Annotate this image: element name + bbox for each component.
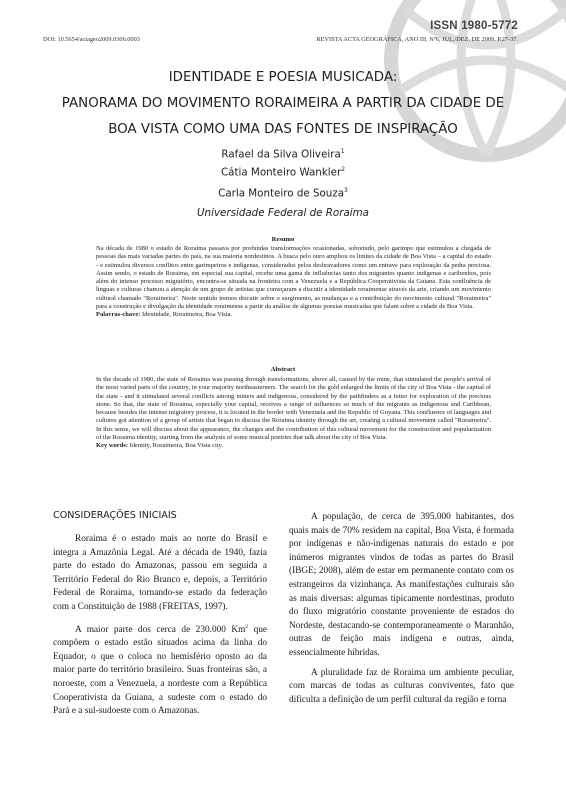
right-column	[289, 511, 514, 707]
keywords-label: Palavras-chave:	[96, 311, 141, 319]
superscript: 2	[245, 623, 249, 630]
author-footnote-mark: 2	[341, 166, 346, 173]
paragraph-text: A maior parte dos cerca de 230.000 Km	[75, 624, 246, 635]
author-name: Cátia Monteiro Wankler	[220, 166, 342, 179]
section-heading: CONSIDERAÇÕES INICIAIS	[53, 510, 177, 521]
author-footnote-mark: 3	[344, 187, 348, 194]
title-line-1: IDENTIDADE E POESIA MUSICADA:	[168, 70, 398, 85]
keywords-value: Identity, Roraimeira, Boa Vista city.	[127, 442, 224, 450]
paragraph: A população, de cerca de 395.000 habitantes, dos quais mais de 70% residem na capital, Boa Vista, é formada por indígenas e não-indígenas naturais do estado e por inúmeros migrantes vindos de todas as partes do Brasil (IBGE; 2008), além de estar em permanente contato com os estrangeiros da vizinhança. As manifestações culturais são as mais diversas: algumas tipicamente nordestinas, produto do fluxo migratório constante proveniente de estados do Nordeste, destacando-se contemporaneamente o Maranhão, outras de feição mais indígena e outras, ainda, essencialmente híbridas.	[289, 512, 514, 658]
abstract-block	[96, 376, 491, 451]
author-name: Carla Monteiro de Souza	[218, 187, 345, 200]
journal-citation: REVISTA ACTA GEOGRÁFICA, ANO III, Nº6, JUL./DEZ. DE 2009. P.27-37.	[316, 36, 518, 43]
abstract-body: In the decade of 1980, the state of Roraima was passing through transformations, above all, caused by the mine, that stimulated the people's arrival of the most varied parts of the country, in your majority northeasterners. The search for the gold enlarged the limits of the city of Boa Vista - the capital of the state - and it stimulated several conflicts among miners and indigenous, considered by the pathfinders as a fetter for exploration of the precious stone. So that, the state of Roraima, especially your capital, receives a range of influences so much of the migrants as indigenous and Caribbean, because besides the intense migratory process, it is located in the border with Venezuela and the Republic of Guyana. This confluence of languages and cultures got attention of a group of artists that began to discuss the Roraima identity through the art, creating a cultural movement called "Roraimeira". In this sense, we will discuss about the appearance, the changes and the contribution of this cultural movement for the construction and popularization of the Roraima identity, starting from the analysis of some musical poetries that talk about the city of Boa Vista.	[96, 376, 491, 442]
abstract-keywords	[96, 442, 491, 450]
affiliation: Universidade Federal de Roraima	[197, 207, 369, 219]
author-1	[0, 148, 566, 160]
title-line-3: BOA VISTA COMO UMA DAS FONTES DE INSPIRAÇÃO	[108, 122, 458, 137]
resumo-heading: Resumo	[271, 236, 295, 243]
author-footnote-mark: 1	[340, 148, 345, 155]
issn-number: ISSN 1980-5772	[430, 20, 518, 32]
resumo-body: Na década de 1980 o estado de Roraima passava por profundas transformações ocasionadas, sobretudo, pelo garimpo que estimulou a chegada de pessoas das mais variadas partes do país, na sua maioria nordestinos. A busca pelo ouro ampliou os limites da cidade de Boa Vista – a capital do estado - e estimulou diversos conflitos entre garimpeiros e indígenas, considerados pelos desbravadores como um entrave para exploração da pedra preciosa. Assim sendo, o estado de Roraima, em especial sua capital, recebe uma gama de influências tanto dos migrantes quanto indígenas e caribenhos, pois além do intenso processo migratório, encontra-se situada na fronteira com a Venezuela e a República Cooperativista da Guiana. Esta confluência de línguas e culturas chamou a atenção de um grupo de artistas que começaram a discutir a identidade roraimense através da arte, criando um movimento cultural chamado "Roraimeira". Neste sentido iremos discutir sobre o surgimento, as mudanças e a contribuição do movimento cultural "Roraimeira" para a construção e divulgação da identidade roraimense a partir da análise de algumas poesias musicadas que falam sobre a cidade de Boa Vista.	[96, 245, 491, 311]
paragraph-text: que compõem o estado estão situados acima da linha do Equador, o que o coloca no hemisfério oposto ao da maior parte do território brasileiro. Suas fronteiras são, a noroeste, com a Venezuela, a nordeste com a República Cooperativista da Guiana, a sudeste com o estado do Pará e a sul-sudoeste com o Amazonas.	[53, 624, 268, 717]
paragraph	[53, 621, 267, 719]
doi-reference: DOI: 10.5654/actageo2009.0306.0003	[43, 36, 140, 43]
author-2	[0, 166, 566, 178]
abstract-heading: Abstract	[270, 366, 296, 373]
left-column	[53, 533, 267, 719]
keywords-label: Key words:	[96, 442, 128, 450]
author-3	[0, 187, 566, 199]
title-line-2: PANORAMA DO MOVIMENTO RORAIMEIRA A PARTIR DA CIDADE DE	[61, 96, 505, 111]
paragraph: A pluralidade faz de Roraima um ambiente peculiar, com marcas de todas as culturas conviventes, fato que dificulta a definição de um perfil cultural da região e torna	[289, 667, 514, 705]
resumo-keywords	[96, 311, 491, 319]
keywords-value: Identidade, Roraimeira, Boa Vista.	[140, 311, 233, 319]
author-name: Rafael da Silva Oliveira	[221, 148, 341, 161]
resumo-block	[96, 245, 491, 320]
paragraph: Roraima é o estado mais ao norte do Brasil e integra a Amazônia Legal. Até a década de 1940, fazia parte do estado do Amazonas, passou em seguida a Território Federal do Rio Branco e, depois, a Território Federal de Roraima, tornando-se estado da federação com a Constituição de 1988 (FREITAS, 1997).	[53, 534, 267, 612]
